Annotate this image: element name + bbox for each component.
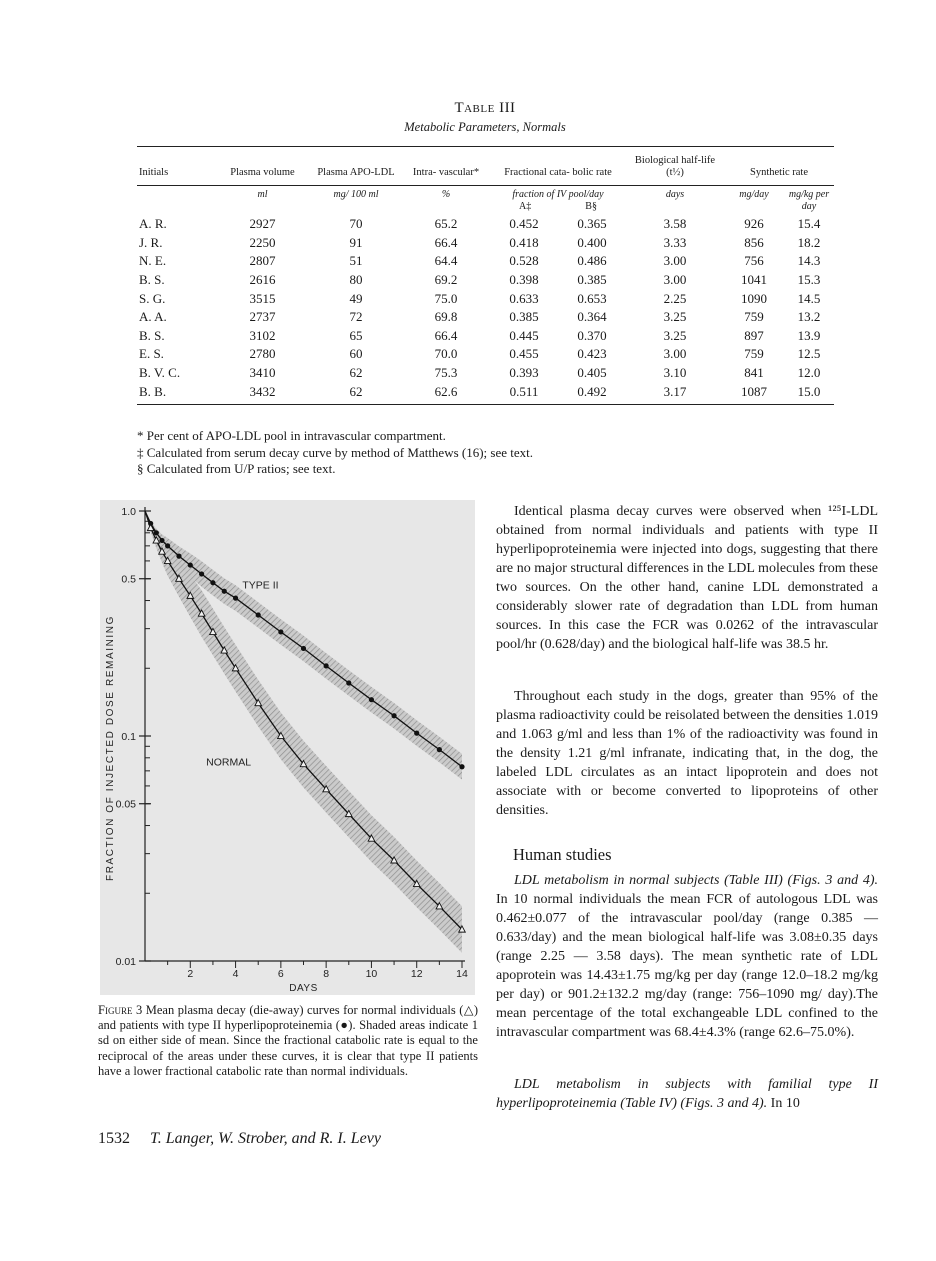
data-point-type-ii — [278, 629, 283, 634]
table-cell-initials: E. S. — [139, 346, 164, 362]
table-cell-fcr-a: 0.398 — [509, 272, 539, 288]
decay-curve-plot — [100, 500, 475, 995]
table-row — [137, 382, 834, 404]
table-cell-apo: 51 — [349, 253, 363, 269]
paragraph-dog-decay — [496, 502, 878, 654]
table-cell-volume: 2807 — [249, 253, 276, 269]
unit-intra: % — [441, 189, 451, 200]
table-cell-volume: 3515 — [249, 290, 276, 306]
paragraph-dog-radioactivity — [496, 687, 878, 820]
header-synthetic: Synthetic rate — [724, 147, 834, 186]
table-cell-volume: 3102 — [249, 327, 276, 343]
table-cell-volume: 2250 — [249, 234, 276, 250]
table-cell-fcr-a: 0.633 — [509, 290, 539, 306]
table-cell-volume: 3432 — [215, 382, 310, 404]
caption-label: Figure 3 — [98, 1003, 143, 1017]
paragraph-lead: LDL metabolism in normal subjects (Table III) (Figs. 3 and 4). — [514, 873, 878, 888]
table-cell-initials: B. B. — [137, 382, 215, 404]
table-cell-intra: 69.2 — [434, 272, 458, 288]
section-heading: Human studies — [513, 845, 612, 864]
table-cell-initials: A. A. — [139, 309, 167, 325]
table-cell-syn-kg: 14.3 — [797, 253, 821, 269]
data-point-type-ii — [256, 612, 261, 617]
data-point-type-ii — [391, 713, 396, 718]
data-point-type-ii — [165, 543, 170, 548]
table-cell-syn-kg: 18.2 — [797, 234, 821, 250]
paragraph-text: In 10 normal individuals the mean FCR of autologous LDL was 0.462±0.077 of the intravascular pool/day (range 0.385 — 0.633/day) and the mean biological half-life was 3.08±0.35 days (range 2.25 — 3.58 days). The mean synthetic rate of LDL apoprotein was 14.43±1.75 mg/kg per day (range 12.0–18.2 mg/kg per day) or 901.2±132.2 mg/day (range: 756–1090 mg/ day).The mean percentage of the total exchangeable LDL confined to the intravascular compartment was 68.4±4.3% (range 62.6–75.0%). — [496, 892, 878, 1040]
table-cell-intra: 70.0 — [434, 346, 458, 362]
table-cell-apo: 60 — [349, 346, 363, 362]
table-cell-fcr-a: 0.455 — [509, 346, 539, 362]
paragraph-text: Throughout each study in the dogs, greater than 95% of the plasma radioactivity could be reisolated between the densities 1.019 and 1.063 g/ml and less than 1% of the radioactivity was found in the density 1.21 g/ml infranate, indicating that, in the dog, the labeled LDL circulates as an intact lipoprotein and does not associate with or become converted to lipoproteins of other densities. — [496, 689, 878, 818]
y-tick-label: 0.01 — [115, 956, 136, 968]
y-axis-label: FRACTION OF INJECTED DOSE REMAINING — [105, 614, 116, 882]
table-cell-fcr-b: 0.405 — [577, 365, 607, 381]
table-row — [137, 364, 834, 383]
table-cell-syn-kg: 14.5 — [797, 290, 821, 306]
table-cell-syn-day: 759 — [744, 309, 764, 325]
table-cell-syn-day: 926 — [744, 216, 764, 232]
table-cell-apo: 70 — [349, 216, 363, 232]
table-cell-syn-kg: 13.2 — [797, 309, 821, 325]
table-cell-initials: B. S. — [139, 327, 165, 343]
table-cell-syn-day: 756 — [744, 253, 764, 269]
paragraph-text: In 10 — [767, 1096, 800, 1111]
table-row — [137, 289, 834, 308]
table-cell-intra: 66.4 — [434, 327, 458, 343]
table-cell-syn-day: 841 — [744, 365, 764, 381]
unit-syn-kg: mg/kg per day — [788, 189, 830, 212]
table-cell-volume: 2927 — [249, 216, 276, 232]
table-row — [137, 215, 834, 234]
header-intravascular: Intra- vascular* — [402, 147, 490, 186]
table-cell-syn-kg: 15.4 — [797, 216, 821, 232]
table-cell-initials: B. V. C. — [139, 365, 181, 381]
figure-3-chart — [100, 500, 475, 995]
table-cell-halflife: 3.00 — [663, 253, 687, 269]
table-cell-apo: 62 — [349, 365, 363, 381]
table-cell-fcr-a: 0.511 — [490, 382, 558, 404]
table-cell-halflife: 3.33 — [663, 234, 687, 250]
table-cell-intra: 65.2 — [434, 216, 458, 232]
table-cell-syn-kg: 13.9 — [797, 327, 821, 343]
data-point-type-ii — [233, 596, 238, 601]
table-cell-volume: 2780 — [249, 346, 276, 362]
unit-fcr-b: B§ — [585, 201, 597, 212]
footnote: § Calculated from U/P ratios; see text. — [137, 461, 336, 476]
table-cell-halflife: 3.00 — [663, 346, 687, 362]
table-cell-intra: 75.3 — [434, 365, 458, 381]
table-cell-halflife: 2.25 — [663, 290, 687, 306]
data-point-type-ii — [414, 731, 419, 736]
table-cell-fcr-b: 0.400 — [577, 234, 607, 250]
table-cell-fcr-a: 0.445 — [509, 327, 539, 343]
header-halflife: Biological half-life (t½) — [626, 147, 724, 186]
data-point-type-ii — [437, 747, 442, 752]
table-title: Table III — [454, 100, 516, 116]
table-cell-intra: 69.8 — [434, 309, 458, 325]
table-body — [137, 215, 834, 404]
table-cell-syn-day: 759 — [744, 346, 764, 362]
table-cell-apo: 72 — [349, 309, 363, 325]
paragraph-lead: LDL metabolism in subjects with familial type II hyperlipoproteinemia (Table IV) (Figs. 3 and 4). — [496, 1077, 878, 1111]
unit-syn-day: mg/day — [739, 189, 769, 200]
table-cell-fcr-b: 0.364 — [577, 309, 607, 325]
table-cell-intra: 62.6 — [402, 382, 490, 404]
unit-halflife: days — [665, 189, 685, 200]
table-cell-syn-kg: 15.3 — [797, 272, 821, 288]
table-cell-volume: 2737 — [249, 309, 276, 325]
table-cell-syn-day: 897 — [744, 327, 764, 343]
table-cell-halflife: 3.17 — [626, 382, 724, 404]
header-fcr: Fractional cata- bolic rate — [490, 147, 626, 186]
unit-volume: ml — [257, 189, 268, 200]
paragraph-normal-subjects — [496, 871, 878, 1042]
unit-apo: mg/ 100 ml — [333, 189, 379, 200]
x-tick-label: 4 — [232, 968, 239, 980]
authors: T. Langer, W. Strober, and R. I. Levy — [150, 1130, 381, 1147]
data-point-type-ii — [199, 571, 204, 576]
table-row — [137, 252, 834, 271]
x-tick-label: 8 — [323, 968, 330, 980]
unit-fcr-a: A‡ — [519, 201, 532, 212]
table-cell-fcr-b: 0.423 — [577, 346, 607, 362]
y-tick-label: 0.1 — [121, 731, 136, 743]
table-cell-apo: 80 — [349, 272, 363, 288]
table-cell-fcr-a: 0.418 — [509, 234, 539, 250]
page-footer — [98, 1130, 381, 1148]
x-tick-label: 2 — [187, 968, 194, 980]
header-plasma-volume: Plasma volume — [215, 147, 310, 186]
table-cell-syn-kg: 12.5 — [797, 346, 821, 362]
table-cell-halflife: 3.10 — [663, 365, 687, 381]
page-number: 1532 — [98, 1130, 130, 1147]
metabolic-parameters-table — [137, 146, 834, 405]
data-point-type-ii — [210, 580, 215, 585]
data-point-type-ii — [324, 663, 329, 668]
table-cell-syn-day: 1087 — [724, 382, 784, 404]
unit-fcr — [490, 186, 626, 216]
x-tick-label: 14 — [456, 968, 468, 980]
table-cell-halflife: 3.25 — [663, 327, 687, 343]
table-cell-syn-kg: 15.0 — [784, 382, 834, 404]
x-axis-label: DAYS — [289, 983, 318, 994]
table-row — [137, 345, 834, 364]
footnote: ‡ Calculated from serum decay curve by method of Matthews (16); see text. — [137, 444, 534, 460]
table-row — [137, 327, 834, 346]
table-cell-apo: 62 — [310, 382, 402, 404]
series-label-type-ii: TYPE II — [242, 579, 279, 592]
series-label-normal: NORMAL — [206, 756, 252, 769]
y-tick-label: 0.5 — [121, 573, 136, 586]
table-subtitle: Metabolic Parameters, Normals — [404, 120, 566, 134]
figure-caption — [98, 1003, 478, 1079]
table-cell-syn-day: 856 — [744, 234, 764, 250]
table-cell-initials: N. E. — [139, 253, 167, 269]
data-point-type-ii — [176, 554, 181, 559]
x-tick-label: 12 — [410, 968, 423, 980]
data-point-type-ii — [459, 764, 464, 769]
table-cell-syn-kg: 12.0 — [797, 365, 821, 381]
header-plasma-apo: Plasma APO-LDL — [310, 147, 402, 186]
table-cell-initials: A. R. — [139, 216, 167, 232]
table-cell-fcr-a: 0.385 — [509, 309, 539, 325]
data-point-type-ii — [222, 589, 227, 594]
table-cell-syn-day: 1041 — [741, 272, 767, 288]
table-cell-fcr-b: 0.365 — [577, 216, 607, 232]
data-point-type-ii — [346, 680, 351, 685]
table-cell-apo: 91 — [349, 234, 363, 250]
x-tick-label: 6 — [277, 968, 284, 980]
x-tick-label: 10 — [365, 968, 378, 980]
table-cell-fcr-b: 0.385 — [577, 272, 607, 288]
unit-fcr-label: fraction of IV pool/day — [512, 189, 604, 200]
table-cell-initials: B. S. — [139, 272, 165, 288]
paragraph-text: Identical plasma decay curves were observed when ¹²⁵I-LDL obtained from normal individuals and patients with type II hyperlipoproteinemia were injected into dogs, suggesting that there are no major structural differences in the LDL molecules from these two sources. On the other hand, canine LDL demonstrated a considerably slower rate of degradation than LDL from human sources. In this case the FCR was 0.0262 of the intravascular pool/hr (0.628/day) and the biological half-life was 38.5 hr. — [496, 504, 878, 652]
table-cell-fcr-a: 0.393 — [509, 365, 539, 381]
y-tick-label: 1.0 — [121, 506, 136, 518]
table-cell-volume: 3410 — [249, 365, 276, 381]
table-cell-fcr-a: 0.452 — [509, 216, 539, 232]
table-cell-fcr-b: 0.492 — [558, 382, 626, 404]
table-cell-fcr-b: 0.653 — [577, 290, 607, 306]
data-point-type-ii — [159, 538, 164, 543]
data-point-type-ii — [301, 646, 306, 651]
table-cell-volume: 2616 — [249, 272, 276, 288]
table-footnotes — [137, 428, 533, 478]
table-cell-intra: 75.0 — [434, 290, 458, 306]
table-cell-halflife: 3.25 — [663, 309, 687, 325]
table-row — [137, 271, 834, 290]
table-row — [137, 234, 834, 253]
footnote: * Per cent of APO-LDL pool in intravascular compartment. — [137, 428, 446, 443]
table-cell-fcr-a: 0.528 — [509, 253, 539, 269]
table-cell-fcr-b: 0.370 — [577, 327, 607, 343]
table-cell-intra: 64.4 — [434, 253, 458, 269]
table-cell-initials: J. R. — [139, 234, 163, 250]
table-cell-halflife: 3.00 — [663, 272, 687, 288]
header-initials: Initials — [137, 147, 215, 186]
data-point-type-ii — [188, 562, 193, 567]
table-cell-intra: 66.4 — [434, 234, 458, 250]
table-cell-halflife: 3.58 — [663, 216, 687, 232]
paragraph-type2-subjects — [496, 1075, 878, 1113]
table-cell-fcr-b: 0.486 — [577, 253, 607, 269]
table-row — [137, 308, 834, 327]
caption-text: Mean plasma decay (die-away) curves for normal individuals (△) and patients with type II hyperlipoproteinemia (●). Shaded areas indicate 1 sd on either side of mean. Since the fractional catabolic rate is equal to the reciprocal of the areas under these curves, it is clear that type II patients have a lower fractional catabolic rate than normal individuals. — [98, 1003, 478, 1078]
data-point-type-ii — [369, 697, 374, 702]
table-cell-initials: S. G. — [139, 290, 166, 306]
y-tick-label: 0.05 — [115, 798, 136, 811]
table-cell-apo: 65 — [349, 327, 363, 343]
table-cell-apo: 49 — [349, 290, 363, 306]
table-cell-syn-day: 1090 — [741, 290, 767, 306]
